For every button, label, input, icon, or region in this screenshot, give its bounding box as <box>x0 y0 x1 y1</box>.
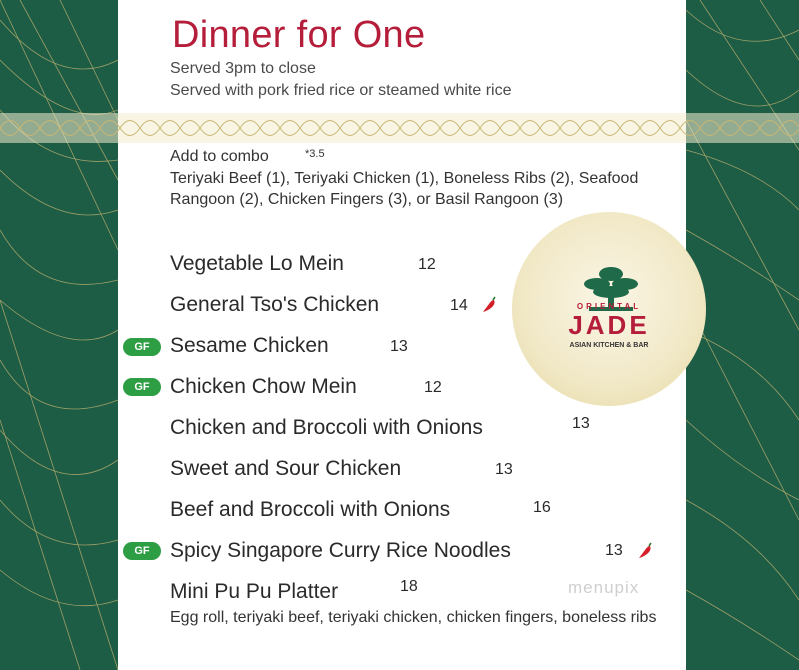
menu-item-name: Chicken Chow Mein <box>170 375 357 398</box>
menu-item-price: 14 <box>450 297 468 314</box>
chili-pepper-icon <box>636 542 654 560</box>
gluten-free-badge: GF <box>123 378 161 396</box>
menu-item-name: Vegetable Lo Mein <box>170 252 344 275</box>
menu-item-price: 18 <box>400 578 418 595</box>
menu-item-name: Sesame Chicken <box>170 334 329 357</box>
menu-item-price: 12 <box>424 379 442 396</box>
addon-label: Add to combo <box>170 148 269 165</box>
menu-item-description: Egg roll, teriyaki beef, teriyaki chicken, chicken fingers, boneless ribs <box>170 609 657 626</box>
menu-title: Dinner for One <box>172 14 426 56</box>
logo-top-text: ORIENTAL <box>576 302 642 311</box>
menu-item-price: 13 <box>605 542 623 559</box>
menu-item-price: 13 <box>495 461 513 478</box>
menu-item-name: Mini Pu Pu Platter <box>170 580 339 603</box>
menu-item-name: General Tso's Chicken <box>170 293 380 316</box>
menu-item-name: Spicy Singapore Curry Rice Noodles <box>170 539 511 562</box>
gluten-free-badge: GF <box>123 338 161 356</box>
addon-options: Teriyaki Beef (1), Teriyaki Chicken (1), Boneless Ribs (2), Seafood Rangoon (2), Chicken Fingers (3), or Basil Rangoon (3) <box>170 170 639 208</box>
addon-price: *3.5 <box>305 148 325 160</box>
watermark: menupix <box>568 578 640 597</box>
menu-item-price: 13 <box>572 415 590 432</box>
menu-item-name: Chicken and Broccoli with Onions <box>170 416 483 439</box>
chili-pepper-icon <box>480 296 498 314</box>
menu-item-name: Sweet and Sour Chicken <box>170 457 402 480</box>
menu-item-price: 12 <box>418 256 436 273</box>
logo-name: JADE <box>568 310 650 340</box>
decorative-band <box>0 113 799 143</box>
menu-subtitle-rice: Served with pork fried rice or steamed white rice <box>170 82 512 99</box>
logo-tagline: ASIAN KITCHEN & BAR <box>569 342 649 349</box>
gluten-free-badge: GF <box>123 542 161 560</box>
menu-item-price: 13 <box>390 338 408 355</box>
menu-subtitle-hours: Served 3pm to close <box>170 60 316 77</box>
menu-item-name: Beef and Broccoli with Onions <box>170 498 451 521</box>
menu-item-price: 16 <box>533 499 551 516</box>
oriental-jade-logo <box>512 212 706 406</box>
